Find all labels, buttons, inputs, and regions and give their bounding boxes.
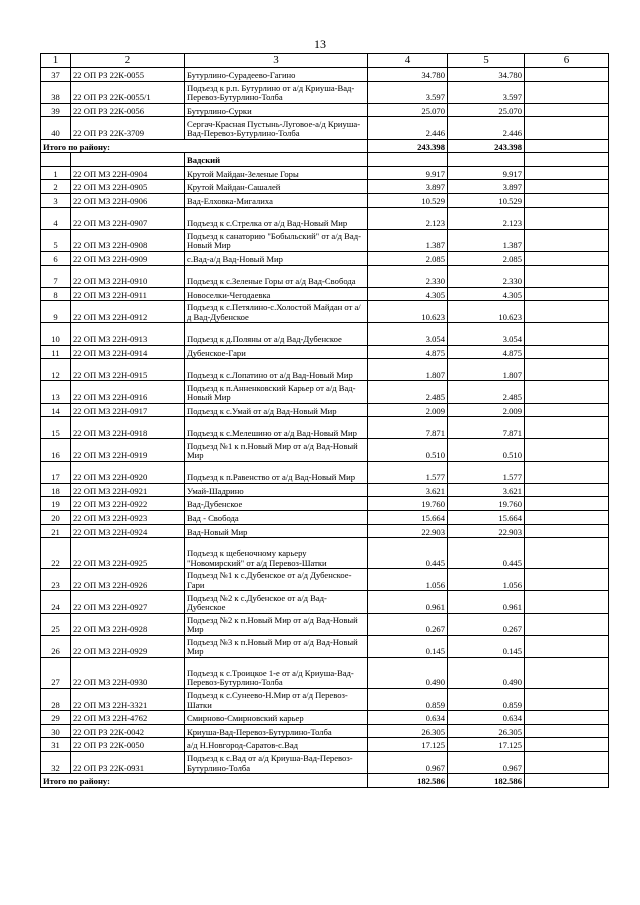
col5-value: 17.125 bbox=[448, 738, 525, 752]
road-code: 22 ОП РЗ 22К-3709 bbox=[71, 117, 185, 139]
road-code: 22 ОП МЗ 22Н-0924 bbox=[71, 524, 185, 538]
road-code: 22 ОП МЗ 22Н-0921 bbox=[71, 483, 185, 497]
total-label: Итого по району: bbox=[41, 139, 368, 153]
total-col6-value bbox=[525, 774, 609, 788]
col5-value: 0.445 bbox=[448, 538, 525, 569]
table-row bbox=[41, 381, 609, 403]
row-number: 30 bbox=[41, 724, 71, 738]
road-name: Бутурлино-Сурки bbox=[185, 103, 368, 117]
col4-value: 0.445 bbox=[368, 538, 448, 569]
column-header: 2 bbox=[71, 54, 185, 68]
col4-value: 1.056 bbox=[368, 569, 448, 591]
row-number: 27 bbox=[41, 657, 71, 688]
col6-value bbox=[525, 635, 609, 657]
roads-table bbox=[40, 53, 609, 788]
road-name: Подъезд к санаторию "Бобыльский" от а/д Вад-Новый Мир bbox=[185, 229, 368, 251]
road-name: Бутурлино-Сурадеево-Гагино bbox=[185, 68, 368, 82]
road-code bbox=[71, 153, 185, 167]
col4-value: 7.871 bbox=[368, 417, 448, 439]
col5-value: 0.634 bbox=[448, 711, 525, 725]
row-number: 1 bbox=[41, 166, 71, 180]
road-name: Подъезд к с.Троицкое 1-е от а/д Криуша-Вад-Перевоз-Бутурлино-Толба bbox=[185, 657, 368, 688]
table-row bbox=[41, 207, 609, 229]
row-number: 5 bbox=[41, 229, 71, 251]
col6-value bbox=[525, 403, 609, 417]
road-code: 22 ОП РЗ 22К-0042 bbox=[71, 724, 185, 738]
table-row bbox=[41, 287, 609, 301]
table-row bbox=[41, 81, 609, 103]
col6-value bbox=[525, 538, 609, 569]
col6-value bbox=[525, 103, 609, 117]
road-code: 22 ОП РЗ 22К-0056 bbox=[71, 103, 185, 117]
row-number: 22 bbox=[41, 538, 71, 569]
row-number: 3 bbox=[41, 193, 71, 207]
col5-value: 4.305 bbox=[448, 287, 525, 301]
row-number: 9 bbox=[41, 301, 71, 323]
column-header: 5 bbox=[448, 54, 525, 68]
road-name: Подъезд к р.п. Бутурлино от а/д Криуша-Вад-Перевоз-Бутурлино-Толба bbox=[185, 81, 368, 103]
road-code: 22 ОП МЗ 22Н-0907 bbox=[71, 207, 185, 229]
col6-value bbox=[525, 711, 609, 725]
col5-value: 2.123 bbox=[448, 207, 525, 229]
row-number: 6 bbox=[41, 251, 71, 265]
road-code: 22 ОП МЗ 22Н-0910 bbox=[71, 265, 185, 287]
col5-value: 3.897 bbox=[448, 180, 525, 194]
road-code: 22 ОП МЗ 22Н-0912 bbox=[71, 301, 185, 323]
road-code: 22 ОП МЗ 22Н-0913 bbox=[71, 323, 185, 345]
col4-value: 15.664 bbox=[368, 510, 448, 524]
page-number: 13 bbox=[314, 37, 326, 51]
table-row bbox=[41, 345, 609, 359]
col4-value: 0.961 bbox=[368, 591, 448, 613]
col5-value: 0.145 bbox=[448, 635, 525, 657]
table-row bbox=[41, 591, 609, 613]
col6-value bbox=[525, 323, 609, 345]
col6-value bbox=[525, 301, 609, 323]
col4-value: 2.485 bbox=[368, 381, 448, 403]
road-code: 22 ОП МЗ 22Н-4762 bbox=[71, 711, 185, 725]
col4-value: 0.967 bbox=[368, 751, 448, 773]
road-code: 22 ОП МЗ 22Н-0909 bbox=[71, 251, 185, 265]
table-row bbox=[41, 524, 609, 538]
col4-value: 0.859 bbox=[368, 688, 448, 710]
col5-value: 0.967 bbox=[448, 751, 525, 773]
table-row bbox=[41, 403, 609, 417]
col4-value: 2.446 bbox=[368, 117, 448, 139]
col5-value: 1.807 bbox=[448, 359, 525, 381]
row-number: 28 bbox=[41, 688, 71, 710]
table-row bbox=[41, 323, 609, 345]
road-code: 22 ОП МЗ 22Н-0914 bbox=[71, 345, 185, 359]
col6-value bbox=[525, 265, 609, 287]
col4-value: 19.760 bbox=[368, 497, 448, 511]
district-total-row bbox=[41, 139, 609, 153]
col4-value: 1.807 bbox=[368, 359, 448, 381]
col5-value: 3.054 bbox=[448, 323, 525, 345]
col5-value: 3.621 bbox=[448, 483, 525, 497]
table-row bbox=[41, 538, 609, 569]
column-header: 6 bbox=[525, 54, 609, 68]
col5-value: 4.875 bbox=[448, 345, 525, 359]
col6-value bbox=[525, 569, 609, 591]
road-code: 22 ОП РЗ 22К-0055 bbox=[71, 68, 185, 82]
total-label: Итого по району: bbox=[41, 774, 368, 788]
col4-value: 17.125 bbox=[368, 738, 448, 752]
row-number: 10 bbox=[41, 323, 71, 345]
road-code: 22 ОП МЗ 22Н-0930 bbox=[71, 657, 185, 688]
col5-value: 19.760 bbox=[448, 497, 525, 511]
total-col4-value: 243.398 bbox=[368, 139, 448, 153]
table-row bbox=[41, 510, 609, 524]
total-col4-value: 182.586 bbox=[368, 774, 448, 788]
table-row bbox=[41, 117, 609, 139]
row-number: 17 bbox=[41, 461, 71, 483]
col4-value: 3.621 bbox=[368, 483, 448, 497]
table-row bbox=[41, 417, 609, 439]
col6-value bbox=[525, 193, 609, 207]
col5-value: 0.510 bbox=[448, 439, 525, 461]
col6-value bbox=[525, 613, 609, 635]
road-name: Подъезд к с.Мелешино от а/д Вад-Новый Мир bbox=[185, 417, 368, 439]
road-name: Крутой Майдан-Зеленые Горы bbox=[185, 166, 368, 180]
col6-value bbox=[525, 381, 609, 403]
road-name: Подъезд к п.Равенство от а/д Вад-Новый Мир bbox=[185, 461, 368, 483]
road-code: 22 ОП МЗ 22Н-0927 bbox=[71, 591, 185, 613]
col4-value: 2.123 bbox=[368, 207, 448, 229]
table-row bbox=[41, 724, 609, 738]
road-name: Подъезд к с.Сунеево-Н.Мир от а/д Перевоз-Шатки bbox=[185, 688, 368, 710]
row-number: 4 bbox=[41, 207, 71, 229]
road-name: Подъезд №2 к с.Дубенское от а/д Вад-Дубенское bbox=[185, 591, 368, 613]
road-name: Подъезд к с.Вад от а/д Криуша-Вад-Перевоз-Бутурлино-Толба bbox=[185, 751, 368, 773]
col4-value: 3.597 bbox=[368, 81, 448, 103]
row-number: 25 bbox=[41, 613, 71, 635]
row-number: 38 bbox=[41, 81, 71, 103]
row-number: 14 bbox=[41, 403, 71, 417]
road-name: Вад-Елховка-Мигалиха bbox=[185, 193, 368, 207]
col6-value bbox=[525, 724, 609, 738]
col5-value: 34.780 bbox=[448, 68, 525, 82]
col6-value bbox=[525, 81, 609, 103]
col4-value: 2.009 bbox=[368, 403, 448, 417]
row-number bbox=[41, 153, 71, 167]
col6-value bbox=[525, 207, 609, 229]
total-col5-value: 182.586 bbox=[448, 774, 525, 788]
road-code: 22 ОП МЗ 22Н-0916 bbox=[71, 381, 185, 403]
table-row bbox=[41, 497, 609, 511]
col5-value bbox=[448, 153, 525, 167]
row-number: 26 bbox=[41, 635, 71, 657]
col6-value bbox=[525, 417, 609, 439]
road-name: с.Вад-а/д Вад-Новый Мир bbox=[185, 251, 368, 265]
road-name: Подъезд №3 к п.Новый Мир от а/д Вад-Новый Мир bbox=[185, 635, 368, 657]
col4-value: 0.267 bbox=[368, 613, 448, 635]
col5-value: 15.664 bbox=[448, 510, 525, 524]
col6-value bbox=[525, 117, 609, 139]
road-name: Сергач-Красная Пустынь-Луговое-а/д Криуша-Вад-Перевоз-Бутурлино-Толба bbox=[185, 117, 368, 139]
row-number: 11 bbox=[41, 345, 71, 359]
col4-value: 34.780 bbox=[368, 68, 448, 82]
road-code: 22 ОП МЗ 22Н-0923 bbox=[71, 510, 185, 524]
table-row bbox=[41, 166, 609, 180]
road-name: Подъезд к с.Петялино-с.Холостой Майдан от а/д Вад-Дубенское bbox=[185, 301, 368, 323]
col5-value: 25.070 bbox=[448, 103, 525, 117]
col6-value bbox=[525, 166, 609, 180]
road-name: Подъезд к п.Анненковский Карьер от а/д Вад-Новый Мир bbox=[185, 381, 368, 403]
table-row bbox=[41, 711, 609, 725]
col4-value bbox=[368, 153, 448, 167]
district-total-row bbox=[41, 774, 609, 788]
col5-value: 0.490 bbox=[448, 657, 525, 688]
table-row bbox=[41, 229, 609, 251]
col6-value bbox=[525, 591, 609, 613]
table-row bbox=[41, 657, 609, 688]
road-code: 22 ОП МЗ 22Н-0920 bbox=[71, 461, 185, 483]
row-number: 20 bbox=[41, 510, 71, 524]
table-row bbox=[41, 483, 609, 497]
col4-value: 2.085 bbox=[368, 251, 448, 265]
road-name: Криуша-Вад-Перевоз-Бутурлино-Толба bbox=[185, 724, 368, 738]
col6-value bbox=[525, 751, 609, 773]
col6-value bbox=[525, 524, 609, 538]
col6-value bbox=[525, 497, 609, 511]
table-row bbox=[41, 251, 609, 265]
col6-value bbox=[525, 439, 609, 461]
col6-value bbox=[525, 657, 609, 688]
table-row bbox=[41, 301, 609, 323]
road-name: Вад-Дубенское bbox=[185, 497, 368, 511]
road-name: Подъезд к д.Поляны от а/д Вад-Дубенское bbox=[185, 323, 368, 345]
column-header: 1 bbox=[41, 54, 71, 68]
row-number: 24 bbox=[41, 591, 71, 613]
col4-value: 22.903 bbox=[368, 524, 448, 538]
row-number: 39 bbox=[41, 103, 71, 117]
road-code: 22 ОП МЗ 22Н-0928 bbox=[71, 613, 185, 635]
total-col5-value: 243.398 bbox=[448, 139, 525, 153]
road-name: Подъезд к с.Стрелка от а/д Вад-Новый Мир bbox=[185, 207, 368, 229]
table-row bbox=[41, 635, 609, 657]
district-header-row bbox=[41, 153, 609, 167]
col6-value bbox=[525, 287, 609, 301]
col4-value: 25.070 bbox=[368, 103, 448, 117]
col5-value: 2.330 bbox=[448, 265, 525, 287]
col4-value: 2.330 bbox=[368, 265, 448, 287]
col6-value bbox=[525, 180, 609, 194]
col5-value: 7.871 bbox=[448, 417, 525, 439]
col6-value bbox=[525, 738, 609, 752]
row-number: 2 bbox=[41, 180, 71, 194]
row-number: 23 bbox=[41, 569, 71, 591]
road-name: Подъезд к с.Умай от а/д Вад-Новый Мир bbox=[185, 403, 368, 417]
col4-value: 0.510 bbox=[368, 439, 448, 461]
road-code: 22 ОП МЗ 22Н-3321 bbox=[71, 688, 185, 710]
col4-value: 4.305 bbox=[368, 287, 448, 301]
row-number: 40 bbox=[41, 117, 71, 139]
row-number: 18 bbox=[41, 483, 71, 497]
road-name: Крутой Майдан-Сашалей bbox=[185, 180, 368, 194]
col5-value: 22.903 bbox=[448, 524, 525, 538]
col4-value: 26.305 bbox=[368, 724, 448, 738]
road-name: Вад-Новый Мир bbox=[185, 524, 368, 538]
road-name: Подъезд к с.Зеленые Горы от а/д Вад-Свобода bbox=[185, 265, 368, 287]
row-number: 21 bbox=[41, 524, 71, 538]
col6-value bbox=[525, 688, 609, 710]
col4-value: 0.490 bbox=[368, 657, 448, 688]
table-row bbox=[41, 359, 609, 381]
row-number: 29 bbox=[41, 711, 71, 725]
road-code: 22 ОП МЗ 22Н-0911 bbox=[71, 287, 185, 301]
road-name: Умай-Шадрино bbox=[185, 483, 368, 497]
district-name: Вадский bbox=[185, 153, 368, 167]
col5-value: 2.446 bbox=[448, 117, 525, 139]
col6-value bbox=[525, 68, 609, 82]
col6-value bbox=[525, 461, 609, 483]
table-row bbox=[41, 688, 609, 710]
col5-value: 26.305 bbox=[448, 724, 525, 738]
road-code: 22 ОП РЗ 22К-0050 bbox=[71, 738, 185, 752]
row-number: 15 bbox=[41, 417, 71, 439]
table-row bbox=[41, 738, 609, 752]
row-number: 7 bbox=[41, 265, 71, 287]
col5-value: 10.529 bbox=[448, 193, 525, 207]
row-number: 12 bbox=[41, 359, 71, 381]
col6-value bbox=[525, 510, 609, 524]
road-code: 22 ОП МЗ 22Н-0906 bbox=[71, 193, 185, 207]
col5-value: 1.387 bbox=[448, 229, 525, 251]
row-number: 37 bbox=[41, 68, 71, 82]
col4-value: 10.623 bbox=[368, 301, 448, 323]
col4-value: 1.577 bbox=[368, 461, 448, 483]
col4-value: 0.145 bbox=[368, 635, 448, 657]
column-header-row bbox=[41, 54, 609, 68]
row-number: 16 bbox=[41, 439, 71, 461]
road-code: 22 ОП МЗ 22Н-0917 bbox=[71, 403, 185, 417]
road-code: 22 ОП МЗ 22Н-0925 bbox=[71, 538, 185, 569]
road-code: 22 ОП МЗ 22Н-0926 bbox=[71, 569, 185, 591]
col6-value bbox=[525, 359, 609, 381]
road-name: Подъезд №2 к п.Новый Мир от а/д Вад-Новый Мир bbox=[185, 613, 368, 635]
road-code: 22 ОП МЗ 22Н-0918 bbox=[71, 417, 185, 439]
row-number: 31 bbox=[41, 738, 71, 752]
col4-value: 9.917 bbox=[368, 166, 448, 180]
col5-value: 2.485 bbox=[448, 381, 525, 403]
col6-value bbox=[525, 345, 609, 359]
col4-value: 3.054 bbox=[368, 323, 448, 345]
road-name: Дубенское-Гари bbox=[185, 345, 368, 359]
col5-value: 2.085 bbox=[448, 251, 525, 265]
col4-value: 4.875 bbox=[368, 345, 448, 359]
col5-value: 9.917 bbox=[448, 166, 525, 180]
col6-value bbox=[525, 153, 609, 167]
road-name: Подъезд №1 к п.Новый Мир от а/д Вад-Новый Мир bbox=[185, 439, 368, 461]
road-name: а/д Н.Новгород-Саратов-с.Вад bbox=[185, 738, 368, 752]
table-row bbox=[41, 180, 609, 194]
col6-value bbox=[525, 483, 609, 497]
col5-value: 1.577 bbox=[448, 461, 525, 483]
road-code: 22 ОП МЗ 22Н-0915 bbox=[71, 359, 185, 381]
table-row bbox=[41, 265, 609, 287]
road-name: Подъезд к с.Лопатино от а/д Вад-Новый Мир bbox=[185, 359, 368, 381]
column-header: 3 bbox=[185, 54, 368, 68]
total-col6-value bbox=[525, 139, 609, 153]
col6-value bbox=[525, 251, 609, 265]
table-row bbox=[41, 569, 609, 591]
col4-value: 1.387 bbox=[368, 229, 448, 251]
road-code: 22 ОП РЗ 22К-0931 bbox=[71, 751, 185, 773]
road-name: Вад - Свобода bbox=[185, 510, 368, 524]
road-name: Подъезд №1 к с.Дубенское от а/д Дубенское-Гари bbox=[185, 569, 368, 591]
road-code: 22 ОП МЗ 22Н-0908 bbox=[71, 229, 185, 251]
col5-value: 10.623 bbox=[448, 301, 525, 323]
road-name: Новоселки-Чегодаевка bbox=[185, 287, 368, 301]
table-row bbox=[41, 461, 609, 483]
table-row bbox=[41, 193, 609, 207]
col5-value: 2.009 bbox=[448, 403, 525, 417]
road-code: 22 ОП МЗ 22Н-0919 bbox=[71, 439, 185, 461]
table-row bbox=[41, 439, 609, 461]
col5-value: 0.267 bbox=[448, 613, 525, 635]
col5-value: 3.597 bbox=[448, 81, 525, 103]
col4-value: 10.529 bbox=[368, 193, 448, 207]
column-header: 4 bbox=[368, 54, 448, 68]
road-code: 22 ОП МЗ 22Н-0904 bbox=[71, 166, 185, 180]
col5-value: 1.056 bbox=[448, 569, 525, 591]
col5-value: 0.859 bbox=[448, 688, 525, 710]
road-name: Смирново-Смирновский карьер bbox=[185, 711, 368, 725]
row-number: 8 bbox=[41, 287, 71, 301]
row-number: 19 bbox=[41, 497, 71, 511]
road-code: 22 ОП РЗ 22К-0055/1 bbox=[71, 81, 185, 103]
row-number: 32 bbox=[41, 751, 71, 773]
table-row bbox=[41, 613, 609, 635]
col4-value: 0.634 bbox=[368, 711, 448, 725]
col6-value bbox=[525, 229, 609, 251]
col5-value: 0.961 bbox=[448, 591, 525, 613]
table-row bbox=[41, 68, 609, 82]
road-code: 22 ОП МЗ 22Н-0922 bbox=[71, 497, 185, 511]
road-code: 22 ОП МЗ 22Н-0929 bbox=[71, 635, 185, 657]
row-number: 13 bbox=[41, 381, 71, 403]
col4-value: 3.897 bbox=[368, 180, 448, 194]
road-name: Подъезд к щебеночному карьеру "Новомирский" от а/д Перевоз-Шатки bbox=[185, 538, 368, 569]
table-row bbox=[41, 751, 609, 773]
road-code: 22 ОП МЗ 22Н-0905 bbox=[71, 180, 185, 194]
table-row bbox=[41, 103, 609, 117]
